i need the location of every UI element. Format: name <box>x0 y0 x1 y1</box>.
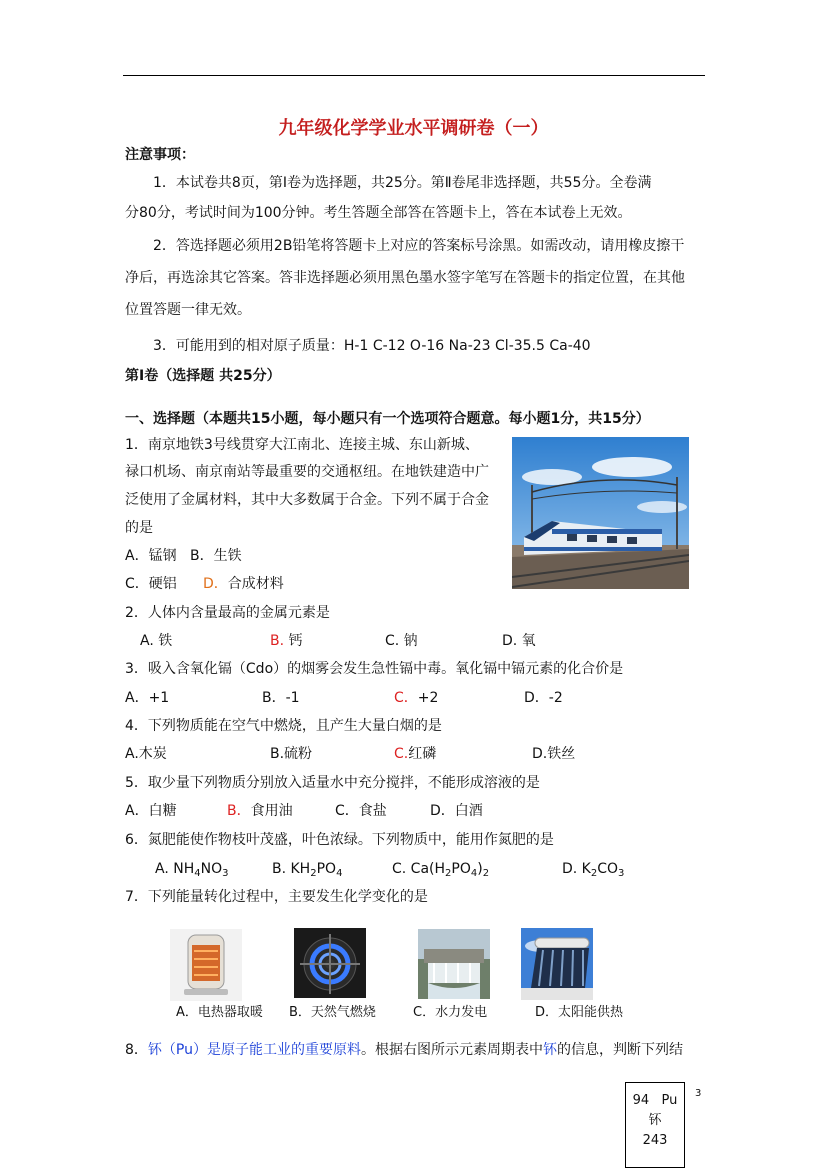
q6-d-sub1: 2 <box>590 868 598 879</box>
q6-a-pre: A. NH <box>155 861 195 877</box>
q7-caption-a: A．电热器取暖 <box>176 1005 263 1020</box>
q4-option-d: D.铁丝 <box>532 746 576 762</box>
q5-option-a: A．白糖 <box>125 803 177 819</box>
notice-p2-line3: 位置答题一律无效。 <box>125 302 251 318</box>
q6-c-mid: PO <box>451 861 471 877</box>
q7-caption-c: C．水力发电 <box>413 1005 488 1020</box>
q3-option-a: A．+1 <box>125 690 170 706</box>
q2-option-c: C. 钠 <box>385 633 418 649</box>
q6-a-sub2: 3 <box>222 868 229 879</box>
part1-heading: 第Ⅰ卷（选择题 共25分） <box>125 368 281 384</box>
q8-stem <box>125 1040 683 1060</box>
q1-line1: 1．南京地铁3号线贯穿大江南北、连接主城、东山新城、 <box>125 437 479 453</box>
electric-heater-photo <box>170 929 242 1001</box>
q2-option-b <box>270 631 303 651</box>
q3-option-c <box>394 688 438 708</box>
q1-option-b: B．生铁 <box>190 548 242 564</box>
q8-highlight-1: 钚（Pu）是原子能工业的重要原料 <box>147 1042 361 1058</box>
q5-option-b-letter: B． <box>227 803 251 819</box>
q6-a-mid: NO <box>200 861 223 877</box>
q2-option-b-letter: B. <box>270 633 285 649</box>
q3-option-c-text: +2 <box>417 690 439 706</box>
hydropower-dam-photo <box>418 929 490 999</box>
q2-stem: 2．人体内含量最高的金属元素是 <box>125 605 330 621</box>
q5-option-b <box>227 801 293 821</box>
q2-option-b-text: 钙 <box>284 633 303 649</box>
notice-p1-line1: 1．本试卷共8页，第Ⅰ卷为选择题，共25分。第Ⅱ卷尾非选择题，共55分。全卷满 <box>153 175 652 191</box>
q1-line3: 泛使用了金属材料，其中大多数属于合金。下列不属于合金 <box>125 492 489 508</box>
q4-option-c <box>394 744 436 764</box>
q6-stem: 6．氮肥能使作物枝叶茂盛，叶色浓绿。下列物质中，能用作氮肥的是 <box>125 832 554 848</box>
q6-b-mid: PO <box>316 861 337 877</box>
q5-option-b-text: 食用油 <box>250 803 293 819</box>
q8-number: 8． <box>125 1042 148 1058</box>
q3-option-d: D．-2 <box>524 690 563 706</box>
q1-option-d <box>203 574 284 594</box>
q6-b-sub2: 4 <box>336 868 343 879</box>
element-mass: 243 <box>642 1133 668 1148</box>
header-rule <box>123 75 705 76</box>
q2-option-d: D. 氧 <box>502 633 536 649</box>
q5-stem: 5．取少量下列物质分别放入适量水中充分搅拌，不能形成溶液的是 <box>125 775 540 791</box>
q4-option-c-text: 红磷 <box>408 746 437 762</box>
q6-c-sub3: 2 <box>482 868 490 879</box>
q3-option-c-letter: C． <box>394 690 418 706</box>
q7-caption-d: D．太阳能供热 <box>535 1005 624 1020</box>
notice-heading: 注意事项： <box>125 147 195 163</box>
element-header <box>626 1091 684 1111</box>
q4-option-c-letter: C. <box>394 746 409 762</box>
q1-line4: 的是 <box>125 520 153 536</box>
q6-d-sub2: 3 <box>618 868 625 879</box>
q6-option-c <box>392 859 489 884</box>
q6-c-sub2: 4 <box>470 868 478 879</box>
q6-c-pre: C. Ca(H <box>392 861 446 877</box>
page-number: 3 <box>695 1088 702 1099</box>
q1-line2: 禄口机场、南京南站等最重要的交通枢纽。在地铁建造中广 <box>125 464 489 480</box>
q8-tail: 的信息，判断下列结 <box>557 1042 683 1058</box>
q6-a-sub1: 4 <box>194 868 201 879</box>
element-name: 钚 <box>648 1113 662 1128</box>
element-atomic-number: 94 <box>632 1093 650 1108</box>
notice-p2-line2: 净后，再选涂其它答案。答非选择题必须用黑色墨水签字笔写在答题卡的指定位置，在其他 <box>125 270 685 286</box>
element-symbol: Pu <box>661 1093 678 1108</box>
q6-option-b <box>272 859 342 884</box>
q6-d-mid: CO <box>597 861 619 877</box>
q6-option-a <box>155 859 228 884</box>
notice-p2-line1: 2．答选择题必须用2B铅笔将答题卡上对应的答案标号涂黑。如需改动，请用橡皮擦干 <box>153 238 685 254</box>
notice-p3: 3．可能用到的相对原子质量：H-1 C-12 O-16 Na-23 Cl-35.5 Ca-40 <box>153 338 591 354</box>
q4-option-b: B.硫粉 <box>270 746 313 762</box>
q6-c-sub1: 2 <box>445 868 452 879</box>
solar-water-heater-photo <box>521 928 593 1000</box>
q1-option-a: A．锰钢 <box>125 548 177 564</box>
q7-stem: 7．下列能量转化过程中，主要发生化学变化的是 <box>125 889 428 905</box>
q4-option-a: A.木炭 <box>125 746 167 762</box>
q7-caption-b: B．天然气燃烧 <box>289 1005 376 1020</box>
q3-option-b: B．-1 <box>262 690 300 706</box>
metro-train-photo <box>512 437 689 589</box>
q8-highlight-2: 钚 <box>543 1042 557 1058</box>
q1-option-c: C．硬铝 <box>125 576 177 592</box>
page-title: 九年级化学学业水平调研卷（一） <box>278 118 549 139</box>
q1-option-d-text: 合成材料 <box>227 576 284 592</box>
q6-option-d <box>562 859 624 884</box>
q6-d-pre: D. K <box>562 861 591 877</box>
q2-option-a: A. 铁 <box>140 633 173 649</box>
q3-stem: 3．吸入含氧化镉（Cdo）的烟雾会发生急性镉中毒。氧化镉中镉元素的化合价是 <box>125 661 624 677</box>
notice-p1-line2: 分80分，考试时间为100分钟。考生答题全部答在答题卡上，答在本试卷上无效。 <box>125 205 632 221</box>
gas-stove-photo <box>294 928 366 998</box>
q1-option-d-letter: D． <box>203 576 228 592</box>
q5-option-c: C．食盐 <box>335 803 387 819</box>
q5-option-d: D．白酒 <box>430 803 483 819</box>
element-card-pu <box>625 1082 685 1168</box>
section-heading: 一、选择题（本题共15小题，每小题只有一个选项符合题意。每小题1分，共15分） <box>125 411 650 427</box>
q6-c-post: ) <box>477 861 483 877</box>
q6-b-pre: B. KH <box>272 861 311 877</box>
q8-mid: 。根据右图所示元素周期表中 <box>361 1042 543 1058</box>
q4-stem: 4．下列物质能在空气中燃烧，且产生大量白烟的是 <box>125 718 442 734</box>
q6-b-sub1: 2 <box>310 868 317 879</box>
metro-train-illustration <box>512 437 689 589</box>
